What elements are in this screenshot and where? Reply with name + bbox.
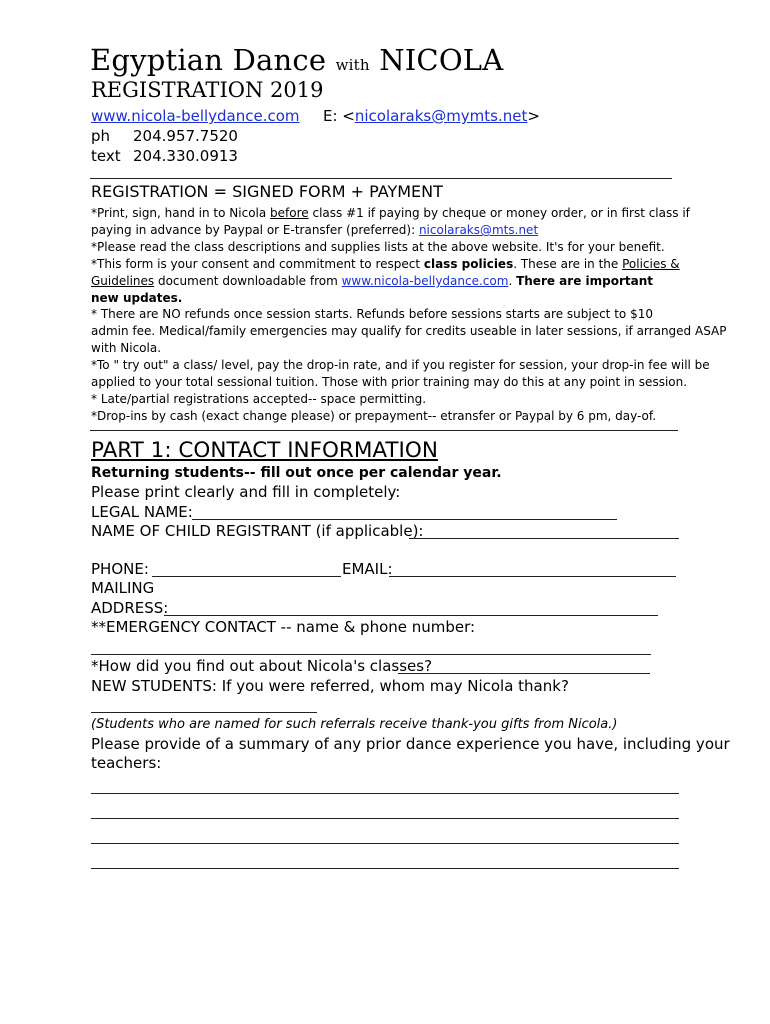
part1-heading: PART 1: CONTACT INFORMATION — [91, 438, 438, 463]
title-name: NICOLA — [379, 43, 504, 77]
policy-text: . These are in the — [513, 257, 623, 271]
payment-email-link[interactable]: nicolaraks@mts.net — [418, 223, 539, 237]
page-subtitle: REGISTRATION 2019 — [91, 78, 324, 102]
policy-line-7: * There are NO refunds once session starts. Refunds before sessions starts are subject to $10 — [91, 307, 653, 321]
returning-students-note: Returning students-- fill out once per calendar year. — [91, 465, 502, 481]
text-label: text — [91, 147, 121, 165]
email-link[interactable]: nicolaraks@mymts.net — [354, 107, 528, 125]
new-students-label: NEW STUDENTS: If you were referred, whom may Nicola thank? — [91, 677, 569, 695]
mailing-label: MAILING — [91, 579, 155, 597]
phone-field[interactable] — [152, 576, 341, 577]
registration-heading: REGISTRATION = SIGNED FORM + PAYMENT — [91, 182, 443, 201]
how-found-field[interactable] — [398, 673, 650, 674]
experience-field-line[interactable] — [91, 868, 679, 869]
policy-text: *Print, sign, hand in to Nicola — [91, 206, 271, 220]
policy-text: class #1 if paying by cheque or money order, or in first class if — [308, 206, 690, 220]
policy-line-11: applied to your total sessional tuition. Those with prior training may do this at any point in session. — [91, 375, 688, 389]
email-field[interactable] — [389, 576, 676, 577]
policy-line-3: *Please read the class descriptions and supplies lists at the above website. It's for your benefit. — [91, 240, 665, 254]
experience-label-line2: teachers: — [91, 754, 162, 772]
title-main: Egyptian Dance — [90, 43, 327, 77]
website-line — [91, 106, 300, 126]
how-found-label: *How did you find out about Nicola's classes? — [91, 657, 433, 675]
policy-before: before — [270, 206, 309, 220]
policy-line-5 — [91, 273, 653, 290]
email-line — [323, 106, 540, 126]
class-policies-bold: class policies — [423, 257, 514, 271]
policy-line-10: *To " try out" a class/ level, pay the drop-in rate, and if you register for session, your drop-in fee will be — [91, 358, 710, 372]
guidelines-link[interactable]: Guidelines — [91, 274, 155, 288]
policies-link[interactable]: Policies & — [622, 257, 680, 271]
address-label: ADDRESS: — [91, 599, 169, 617]
referral-field[interactable] — [91, 712, 317, 713]
policy-line-6: new updates. — [91, 291, 183, 305]
emergency-contact-label: **EMERGENCY CONTACT -- name & phone number: — [91, 618, 476, 636]
phone-label: ph — [91, 127, 111, 145]
child-name-label: NAME OF CHILD REGISTRANT (if applicable): — [91, 522, 424, 540]
policy-line-13: *Drop-ins by cash (exact change please) or prepayment-- etransfer or Paypal by 6 pm, day-of. — [91, 409, 657, 423]
policy-line-8: admin fee. Medical/family emergencies may qualify for credits useable in later sessions, if arranged ASAP — [91, 324, 727, 338]
email-field-label: EMAIL: — [342, 560, 393, 578]
policy-text: document downloadable from — [154, 274, 342, 288]
policy-text: paying in advance by Paypal or E-transfer (preferred): — [91, 223, 419, 237]
policy-line-1 — [91, 205, 690, 222]
header-divider — [90, 178, 672, 179]
email-close: > — [527, 107, 540, 125]
print-clearly-note: Please print clearly and fill in completely: — [91, 483, 401, 501]
experience-field-line[interactable] — [91, 793, 679, 794]
website-link-inline[interactable]: www.nicola-bellydance.com — [341, 274, 509, 288]
policy-line-2 — [91, 222, 538, 239]
phone-field-label: PHONE: — [91, 560, 149, 578]
phone-number: 204.957.7520 — [133, 127, 238, 145]
policy-text: *This form is your consent and commitment to respect — [91, 257, 424, 271]
legal-name-field[interactable] — [192, 519, 617, 520]
experience-field-line[interactable] — [91, 843, 679, 844]
emergency-contact-field[interactable] — [91, 654, 651, 655]
text-number: 204.330.0913 — [133, 147, 238, 165]
experience-field-line[interactable] — [91, 818, 679, 819]
policy-line-4 — [91, 256, 680, 273]
address-field[interactable] — [164, 615, 658, 616]
experience-label-line1: Please provide of a summary of any prior dance experience you have, including your — [91, 735, 730, 753]
website-link[interactable]: www.nicola-bellydance.com — [91, 107, 300, 125]
referral-note: (Students who are named for such referrals receive thank-you gifts from Nicola.) — [91, 717, 618, 732]
email-label: E: < — [323, 107, 355, 125]
title-with: with — [335, 56, 370, 74]
policy-line-12: * Late/partial registrations accepted-- space permitting. — [91, 392, 427, 406]
policy-line-9: with Nicola. — [91, 341, 162, 355]
child-name-field[interactable] — [409, 538, 679, 539]
section-divider — [90, 430, 678, 431]
updates-bold: There are important — [516, 274, 653, 288]
policy-text: . — [508, 274, 517, 288]
legal-name-label: LEGAL NAME: — [91, 503, 193, 521]
